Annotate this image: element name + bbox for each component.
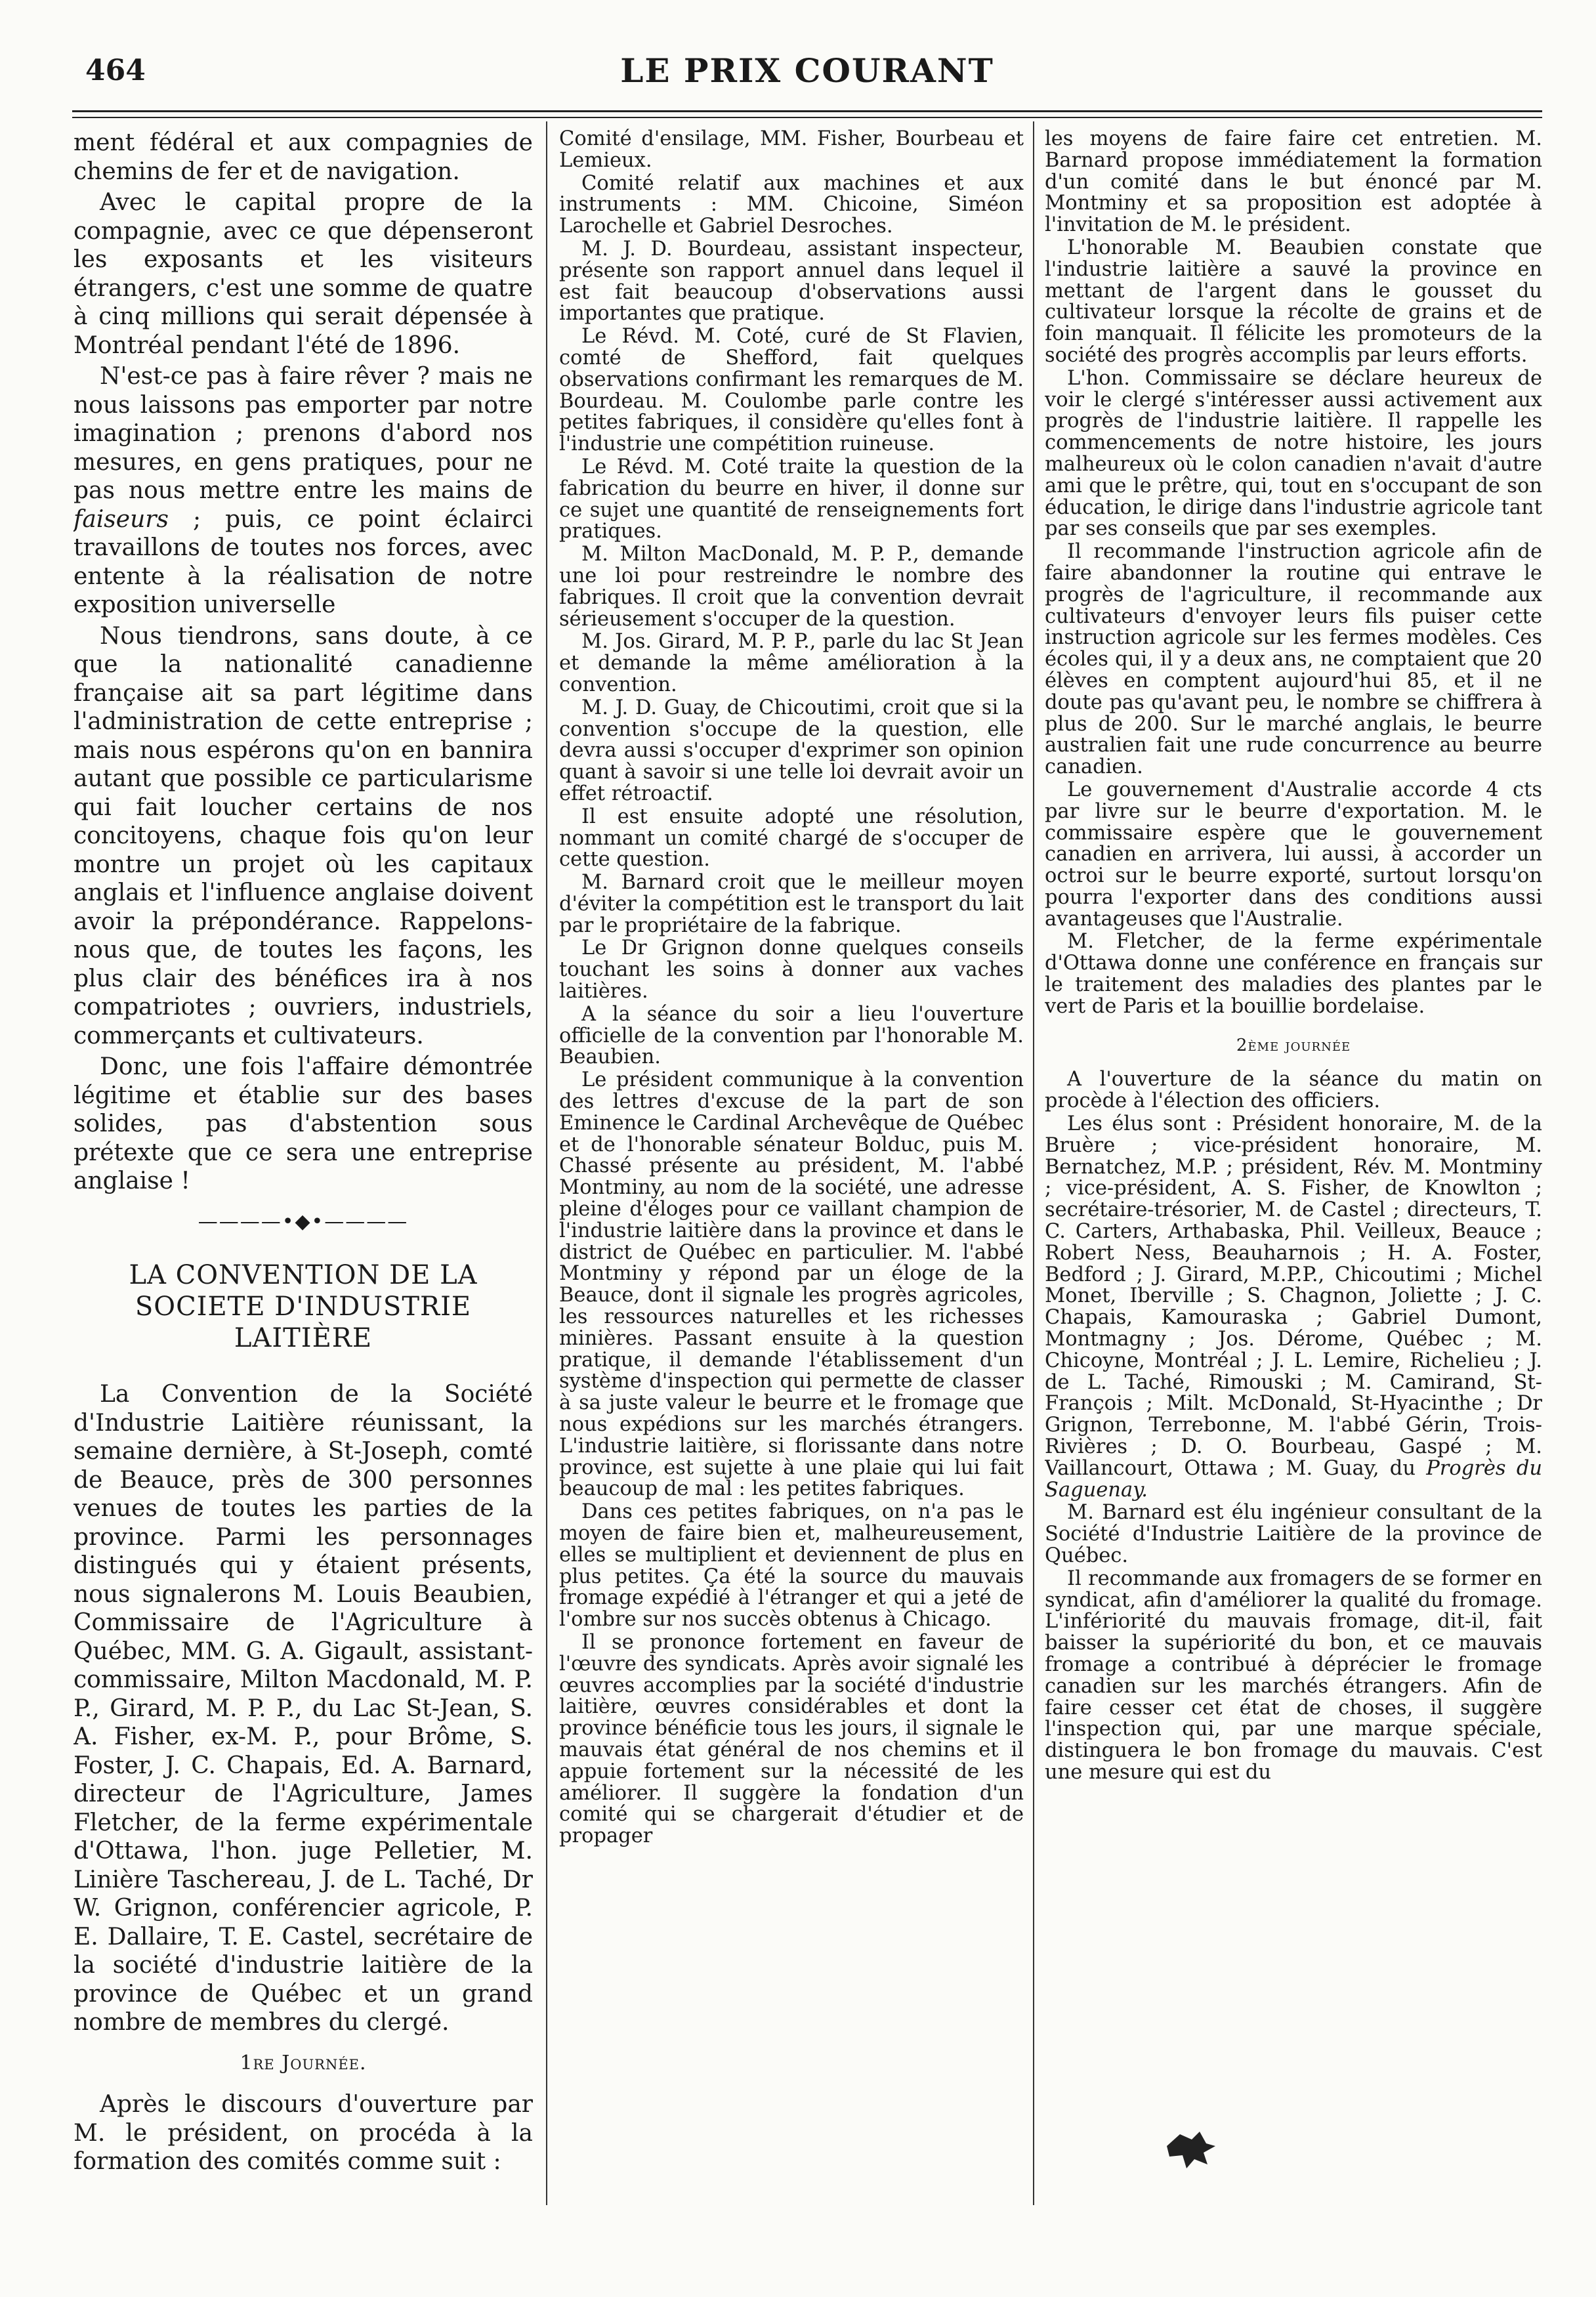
paragraph: M. Barnard est élu ingénieur consultant de la Société d'Industrie Laitière de la province de Québec. bbox=[1045, 1501, 1542, 1567]
paragraph: Comité relatif aux machines et aux instruments : MM. Chicoine, Siméon Larochelle et Gabriel Desroches. bbox=[559, 171, 1024, 238]
ink-blot-icon bbox=[1160, 2126, 1219, 2172]
paragraph: M. Fletcher, de la ferme expérimentale d'Ottawa donne une conférence en français sur le traitement des maladies des plantes par le vert de Paris et la bouillie bordelaise. bbox=[1045, 930, 1542, 1018]
paragraph: M. Barnard croit que le meilleur moyen d'éviter la compétition est le transport du lait par le propriétaire de la fabrique. bbox=[559, 871, 1024, 937]
page-number: 464 bbox=[85, 54, 146, 87]
paragraph: Les élus sont : Président honoraire, M. de la Bruère ; vice-président honoraire, M. Bernatchez, M.P. ; président, Rév. M. Montminy ; vice-président, A. S. Fisher, de Knowlton ; secrétaire-trésorier, M. de Castel ; directeurs, T. C. Carters, Arthabaska, Phil. Veilleux, Beauce ; Robert Ness, Beauharnois ; H. A. Foster, Bedford ; J. Girard, M.P.P., Chicoutimi ; Michel Monet, Iberville ; S. Chagnon, Joliette ; J. C. Chapais, Kamouraska ; Gabriel Dumont, Montmagny ; Jos. Dérome, Québec ; M. Chicoyne, Montréal ; J. L. Lemire, Richelieu ; J. de L. Taché, Rimouski ; M. Camirand, St-François ; Milt. McDonald, St-Hyacinthe ; Dr Grignon, Terrebonne, M. l'abbé Gérin, Trois-Rivières ; D. O. Bourbeau, Gaspé ; M. Vaillancourt, Ottawa ; M. Guay, du Progrès du Saguenay. bbox=[1045, 1112, 1542, 1502]
paragraph: Dans ces petites fabriques, on n'a pas le moyen de faire bien et, malheureusement, elles se multiplient et deviennent de plus en plus petites. Ça été la source du mauvais fromage expédié à l'étranger et qui a jeté de l'ombre sur nos succès obtenus à Chicago. bbox=[559, 1500, 1024, 1632]
section-title: LA CONVENTION DE LA SOCIETE D'INDUSTRIE LAITIÈRE bbox=[129, 1260, 478, 1353]
paragraph: Le président communique à la convention des lettres d'excuse de la part de son Eminence le Cardinal Archevêque de Québec et de l'honorable sénateur Bolduc, puis M. Chassé présente au président, M. l'abbé Montminy, au nom de la société, une adresse pleine d'éloges pour ce vaillant champion de l'industrie laitière dans la province et dans le district de Québec en particulier. M. l'abbé Montminy y répond par un éloge de la Beauce, dont il signale les progrès agricoles, les ressources naturelles et les richesses minières. Passant ensuite à la question pratique, il demande l'établissement d'un système d'inspection qui permette de classer à sa juste valeur le beurre et le fromage que nous expédions sur les marchés étrangers. L'industrie laitière, si florissante dans notre province, est sujette à une plaie qui lui fait beaucoup de mal : les petites fabriques. bbox=[559, 1068, 1024, 1501]
paragraph: Le Révd. M. Coté, curé de St Flavien, comté de Shefford, fait quelques observations confirmant les remarques de M. Bourdeau. M. Coulombe parle contre les petites fabriques, il considère qu'elles font à l'industrie une compétition ruineuse. bbox=[559, 325, 1024, 456]
paragraph: M. Milton MacDonald, M. P. P., demande une loi pour restreindre le nombre des fabriques. Il croit que la convention devrait sérieusement s'occuper de la question. bbox=[559, 543, 1024, 631]
day-two-heading: 2ème journée bbox=[1236, 1035, 1351, 1055]
paragraph: Il recommande l'instruction agricole afin de faire abandonner la routine qui entrave le progrès de l'agriculture, il recommande aux cultivateurs d'envoyer leurs fils puiser cette instruction agricole sur les fermes modèles. Ces écoles qui, il y a deux ans, ne comptaient que 20 élèves en comptent aujourd'hui 85, et il ne doute pas qu'avant peu, le nombre se chiffrera à plus de 200. Sur le marché anglais, le beurre australien fait une rude concurrence au beurre canadien. bbox=[1045, 540, 1542, 779]
paragraph: ment fédéral et aux compagnies de chemins de fer et de navigation. bbox=[74, 129, 533, 185]
publication-title: Progrès du Saguenay. bbox=[1045, 1456, 1542, 1502]
paragraph: La Convention de la Société d'Industrie Laitière réunissant, la semaine dernière, à St-Joseph, comté de Beauce, près de 300 personnes venues de toutes les parties de la province. Parmi les personnages distingués qui y étaient présents, nous signalerons M. Louis Beaubien, Commissaire de l'Agriculture à Québec, MM. G. A. Gigault, assistant-commissaire, Milton Macdonald, M. P. P., Girard, M. P. P., du Lac St-Jean, S. A. Fisher, ex-M. P., pour Brôme, S. Foster, J. C. Chapais, Ed. A. Barnard, directeur de l'Agriculture, James Fletcher, de la ferme expérimentale d'Ottawa, l'hon. juge Pelletier, M. Linière Taschereau, J. de L. Taché, Dr W. Grignon, conférencier agricole, P. E. Dallaire, T. E. Castel, secrétaire de la société d'industrie laitière de la province de Québec et un grand nombre de membres du clergé. bbox=[74, 1381, 533, 2036]
paragraph: Donc, une fois l'affaire démontrée légitime et établie sur des bases solides, pas d'abstention sous prétexte que ce sera une entreprise anglaise ! bbox=[74, 1053, 533, 1194]
paragraph: M. Jos. Girard, M. P. P., parle du lac St Jean et demande la même amélioration à la convention. bbox=[559, 630, 1024, 696]
page-header bbox=[72, 46, 1542, 105]
paragraph: A l'ouverture de la séance du matin on procède à l'élection des officiers. bbox=[1045, 1068, 1542, 1113]
column-divider bbox=[546, 121, 547, 2205]
paragraph: A la séance du soir a lieu l'ouverture officielle de la convention par l'honorable M. Beaubien. bbox=[559, 1002, 1024, 1069]
paragraph: N'est-ce pas à faire rêver ? mais ne nous laissons pas emporter par notre imagination ; prenons d'abord nos mesures, en gens pratiques, pour ne pas nous mettre entre les mains de faiseurs ; puis, ce point éclairci travaillons de toutes nos forces, avec entente à la réalisation de notre exposition universelle bbox=[74, 363, 533, 618]
paragraph: Il recommande aux fromagers de se former en syndicat, afin d'améliorer la qualité du fromage. L'infériorité du mauvais fromage, dit-il, fait baisser la supériorité du bon, et ce mauvais fromage a contribué à déprécier le fromage canadien sur les marchés étrangers. Afin de faire cesser cet état de choses, il suggère l'inspection qui, par une marque spéciale, distinguera le bon fromage du mauvais. C'est une mesure qui est du bbox=[1045, 1567, 1542, 1784]
italic-word: faiseurs bbox=[74, 505, 169, 533]
paragraph: Comité d'ensilage, MM. Fisher, Bourbeau et Lemieux. bbox=[559, 129, 1024, 172]
paragraph: Après le discours d'ouverture par M. le président, on procéda à la formation des comités comme suit : bbox=[74, 2091, 533, 2175]
paragraph: Il se prononce fortement en faveur de l'œuvre des syndicats. Après avoir signalé les œuvres accomplies par la société d'industrie laitière, œuvres considérables et dont la province bénéficie tous les jours, il signale le mauvais état général de nos chemins et il appuie fortement sur la nécessité de les améliorer. Il suggère la fondation d'un comité qui se chargerait d'étudier et de propager bbox=[559, 1630, 1024, 1848]
column-left bbox=[74, 129, 533, 2216]
header-rule bbox=[72, 110, 1542, 112]
paragraph: Le gouvernement d'Australie accorde 4 cts par livre sur le beurre d'exportation. M. le commissaire espère que le gouvernement canadien en arrivera, lui aussi, à accorder un octroi sur le beurre exporté, surtout lorsqu'on pourra l'exporter dans des conditions aussi avantageuses que l'Australie. bbox=[1045, 778, 1542, 931]
column-divider bbox=[1033, 121, 1034, 2205]
paragraph: M. J. D. Guay, de Chicoutimi, croit que si la convention s'occupe de la question, elle devra aussi s'occuper d'exprimer son opinion quant à savoir si une telle loi devrait avoir un effet rétroactif. bbox=[559, 696, 1024, 805]
day-one-heading: 1re Journée. bbox=[240, 2051, 367, 2075]
paragraph: Le Révd. M. Coté traite la question de la fabrication du beurre en hiver, il donne sur ce sujet une quantité de renseignements fort pratiques. bbox=[559, 455, 1024, 543]
column-middle bbox=[559, 129, 1024, 2202]
paragraph: M. J. D. Bourdeau, assistant inspecteur, présente son rapport annuel dans lequel il est fait beaucoup d'observations aussi importantes que pratique. bbox=[559, 237, 1024, 326]
journal-title: LE PRIX COURANT bbox=[620, 51, 994, 90]
paragraph: L'hon. Commissaire se déclare heureux de voir le clergé s'intéresser aussi activement aux progrès de l'industrie laitière. Il rappelle les commencements de notre histoire, les jours malheureux où le colon canadien n'avait d'autre ami que le prêtre, qui, tout en s'occupant de son éducation, le dirige dans l'industrie agricole tant par ses conseils que par ses exemples. bbox=[1045, 366, 1542, 541]
paragraph: les moyens de faire faire cet entretien. M. Barnard propose immédiatement la formation d'un comité dans le but énoncé par M. Montminy et sa proposition est adoptée à l'invitation de M. le président. bbox=[1045, 129, 1542, 237]
paragraph: Nous tiendrons, sans doute, à ce que la nationalité canadienne française ait sa part légitime dans l'administration de cette entreprise ; mais nous espérons qu'on en bannira autant que possible ce particularisme qui fait loucher certains de nos concitoyens, chaque fois qu'on leur montre un projet où les capitaux anglais et l'influence anglaise doivent avoir la prépondérance. Rappelons-nous que, de toutes les façons, les plus clair des bénéfices ira à nos compatriotes ; ouvriers, industriels, commerçants et cultivateurs. bbox=[74, 622, 533, 1049]
section-ornament: ————•◆•———— bbox=[198, 1210, 409, 1233]
paragraph: Le Dr Grignon donne quelques conseils touchant les soins à donner aux vaches laitières. bbox=[559, 937, 1024, 1003]
column-right bbox=[1045, 129, 1542, 2202]
paragraph: L'honorable M. Beaubien constate que l'industrie laitière a sauvé la province en mettant de l'argent dans le gousset du cultivateur lorsque la récolte de grains et de foin manquait. Il félicite les promoteurs de la société des progrès accomplis par leurs efforts. bbox=[1045, 236, 1542, 367]
header-rule-thin bbox=[72, 117, 1542, 118]
paragraph: Il est ensuite adopté une résolution, nommant un comité chargé de s'occuper de cette question. bbox=[559, 805, 1024, 872]
paragraph: Avec le capital propre de la compagnie, avec ce que dépenseront les exposants et les visiteurs étrangers, c'est une somme de quatre à cinq millions qui serait dépensée à Montréal pendant l'été de 1896. bbox=[74, 189, 533, 359]
